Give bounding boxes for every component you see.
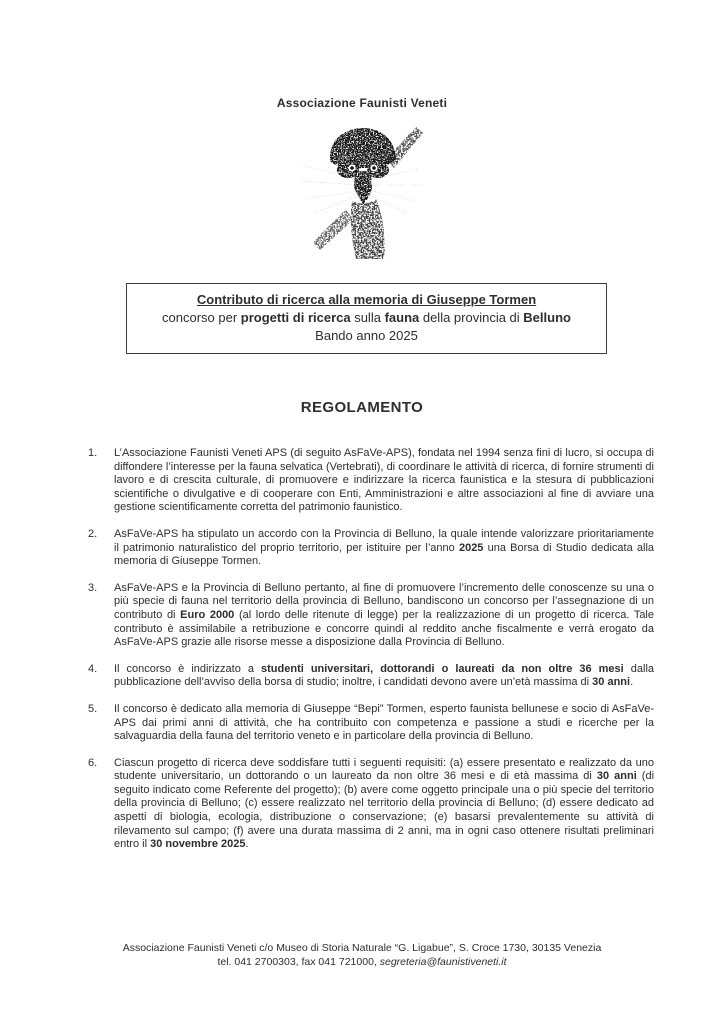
- regulation-list: [88, 447, 654, 865]
- item-number: 3.: [88, 581, 98, 594]
- item-text: AsFaVe-APS ha stipulato un accordo con la Provincia di Belluno, la quale intende valorizzare prioritariamente il patrimonio naturalistico del proprio territorio, per istituire per l’anno 2025 una Borsa di Studio dedicata alla memoria di Giuseppe Tormen.: [114, 527, 654, 568]
- document-title: Contributo di ricerca alla memoria di Giuseppe Tormen: [196, 292, 537, 307]
- item-number: 1.: [88, 447, 98, 459]
- item-number: 2.: [88, 527, 98, 540]
- regulation-item-2: [88, 528, 654, 569]
- footer-address: Associazione Faunisti Veneti c/o Museo di Storia Naturale “G. Ligabue”, S. Croce 1730, 30135 Venezia: [122, 942, 602, 954]
- item-number: 6.: [88, 756, 98, 769]
- document-subtitle: concorso per progetti di ricerca sulla fauna della provincia di Belluno: [162, 310, 571, 325]
- bird-sketch-logo: [300, 122, 428, 260]
- item-number: 5.: [88, 702, 98, 715]
- regulation-item-3: [88, 582, 654, 650]
- regulation-item-4: [88, 663, 654, 690]
- item-text: Il concorso è dedicato alla memoria di Giuseppe “Bepi” Tormen, esperto faunista bellunese e socio di AsFaVe-APS dai primi anni di attività, che ha contribuito con competenza e passione a studi e ricerche per la salvaguardia della fauna del territorio veneto e in particolare della provincia di Belluno.: [114, 702, 654, 743]
- footer-contacts: tel. 041 2700303, fax 041 721000, segreteria@faunistiveneti.it: [217, 956, 507, 968]
- regulation-item-5: [88, 703, 654, 744]
- edition-year-line: Bando anno 2025: [315, 328, 418, 343]
- organization-name: Associazione Faunisti Veneti: [276, 96, 448, 110]
- title-box: [126, 283, 607, 354]
- regulation-heading: REGOLAMENTO: [300, 399, 424, 416]
- regulation-item-1: [88, 447, 654, 515]
- item-text: AsFaVe-APS e la Provincia di Belluno pertanto, al fine di promuovere l’incremento delle conoscenze su una o più specie di fauna nel territorio della provincia di Belluno, bandiscono un concorso per l’assegnazione di un contributo di Euro 2000 (al lordo delle ritenute di legge) per la realizzazione di un progetto di ricerca. Tale contributo è assimilabile a retribuzione e concorre quindi al reddito anche fiscalmente e verrà erogato da AsFaVe-APS grazie alle risorse messe a disposizione dalla Provincia di Belluno.: [114, 581, 654, 649]
- bird-stipple-illustration: [300, 122, 428, 260]
- item-text: Il concorso è indirizzato a studenti universitari, dottorandi o laureati da non oltre 36 mesi dalla pubblicazione dell’avviso della borsa di studio; inoltre, i candidati devono avere un’età massima di 30 anni.: [114, 662, 654, 689]
- page-footer: [0, 941, 724, 969]
- item-number: 4.: [88, 662, 98, 675]
- regulation-item-6: [88, 757, 654, 852]
- bird-head: [330, 128, 396, 204]
- item-text: Ciascun progetto di ricerca deve soddisfare tutti i seguenti requisiti: (a) essere presentato e realizzato da uno studente universitario, un dottorando o un laureato da non oltre 36 mesi e di età massima di 30 anni (di seguito indicato come Referente del progetto); (b) avere come oggetto principale una o più specie del territorio della provincia di Belluno; (c) essere realizzato nel territorio della provincia di Belluno; (d) essere dedicato ad aspetti di biologia, ecologia, distribuzione o conservazione; (e) basarsi prevalentemente su attività di rilevamento sul campo; (f) avere una durata massima di 2 anni, ma in ogni caso ottenere risultati preliminari entro il 30 novembre 2025.: [114, 756, 655, 851]
- item-text: L’Associazione Faunisti Veneti APS (di seguito AsFaVe-APS), fondata nel 1994 senza fini di lucro, si occupa di diffondere l’interesse per la fauna selvatica (Vertebrati), di coordinare le attività di ricerca, di fornire strumenti di lavoro e di crescita culturale, di promuovere e indirizzare la ricerca faunistica e la stesura di pubblicazioni scientifiche o divulgative e di cooperare con Enti, Amministrazioni e altre associazioni al fine di avviare una gestione scientificamente corretta del patrimonio faunistico.: [114, 447, 654, 514]
